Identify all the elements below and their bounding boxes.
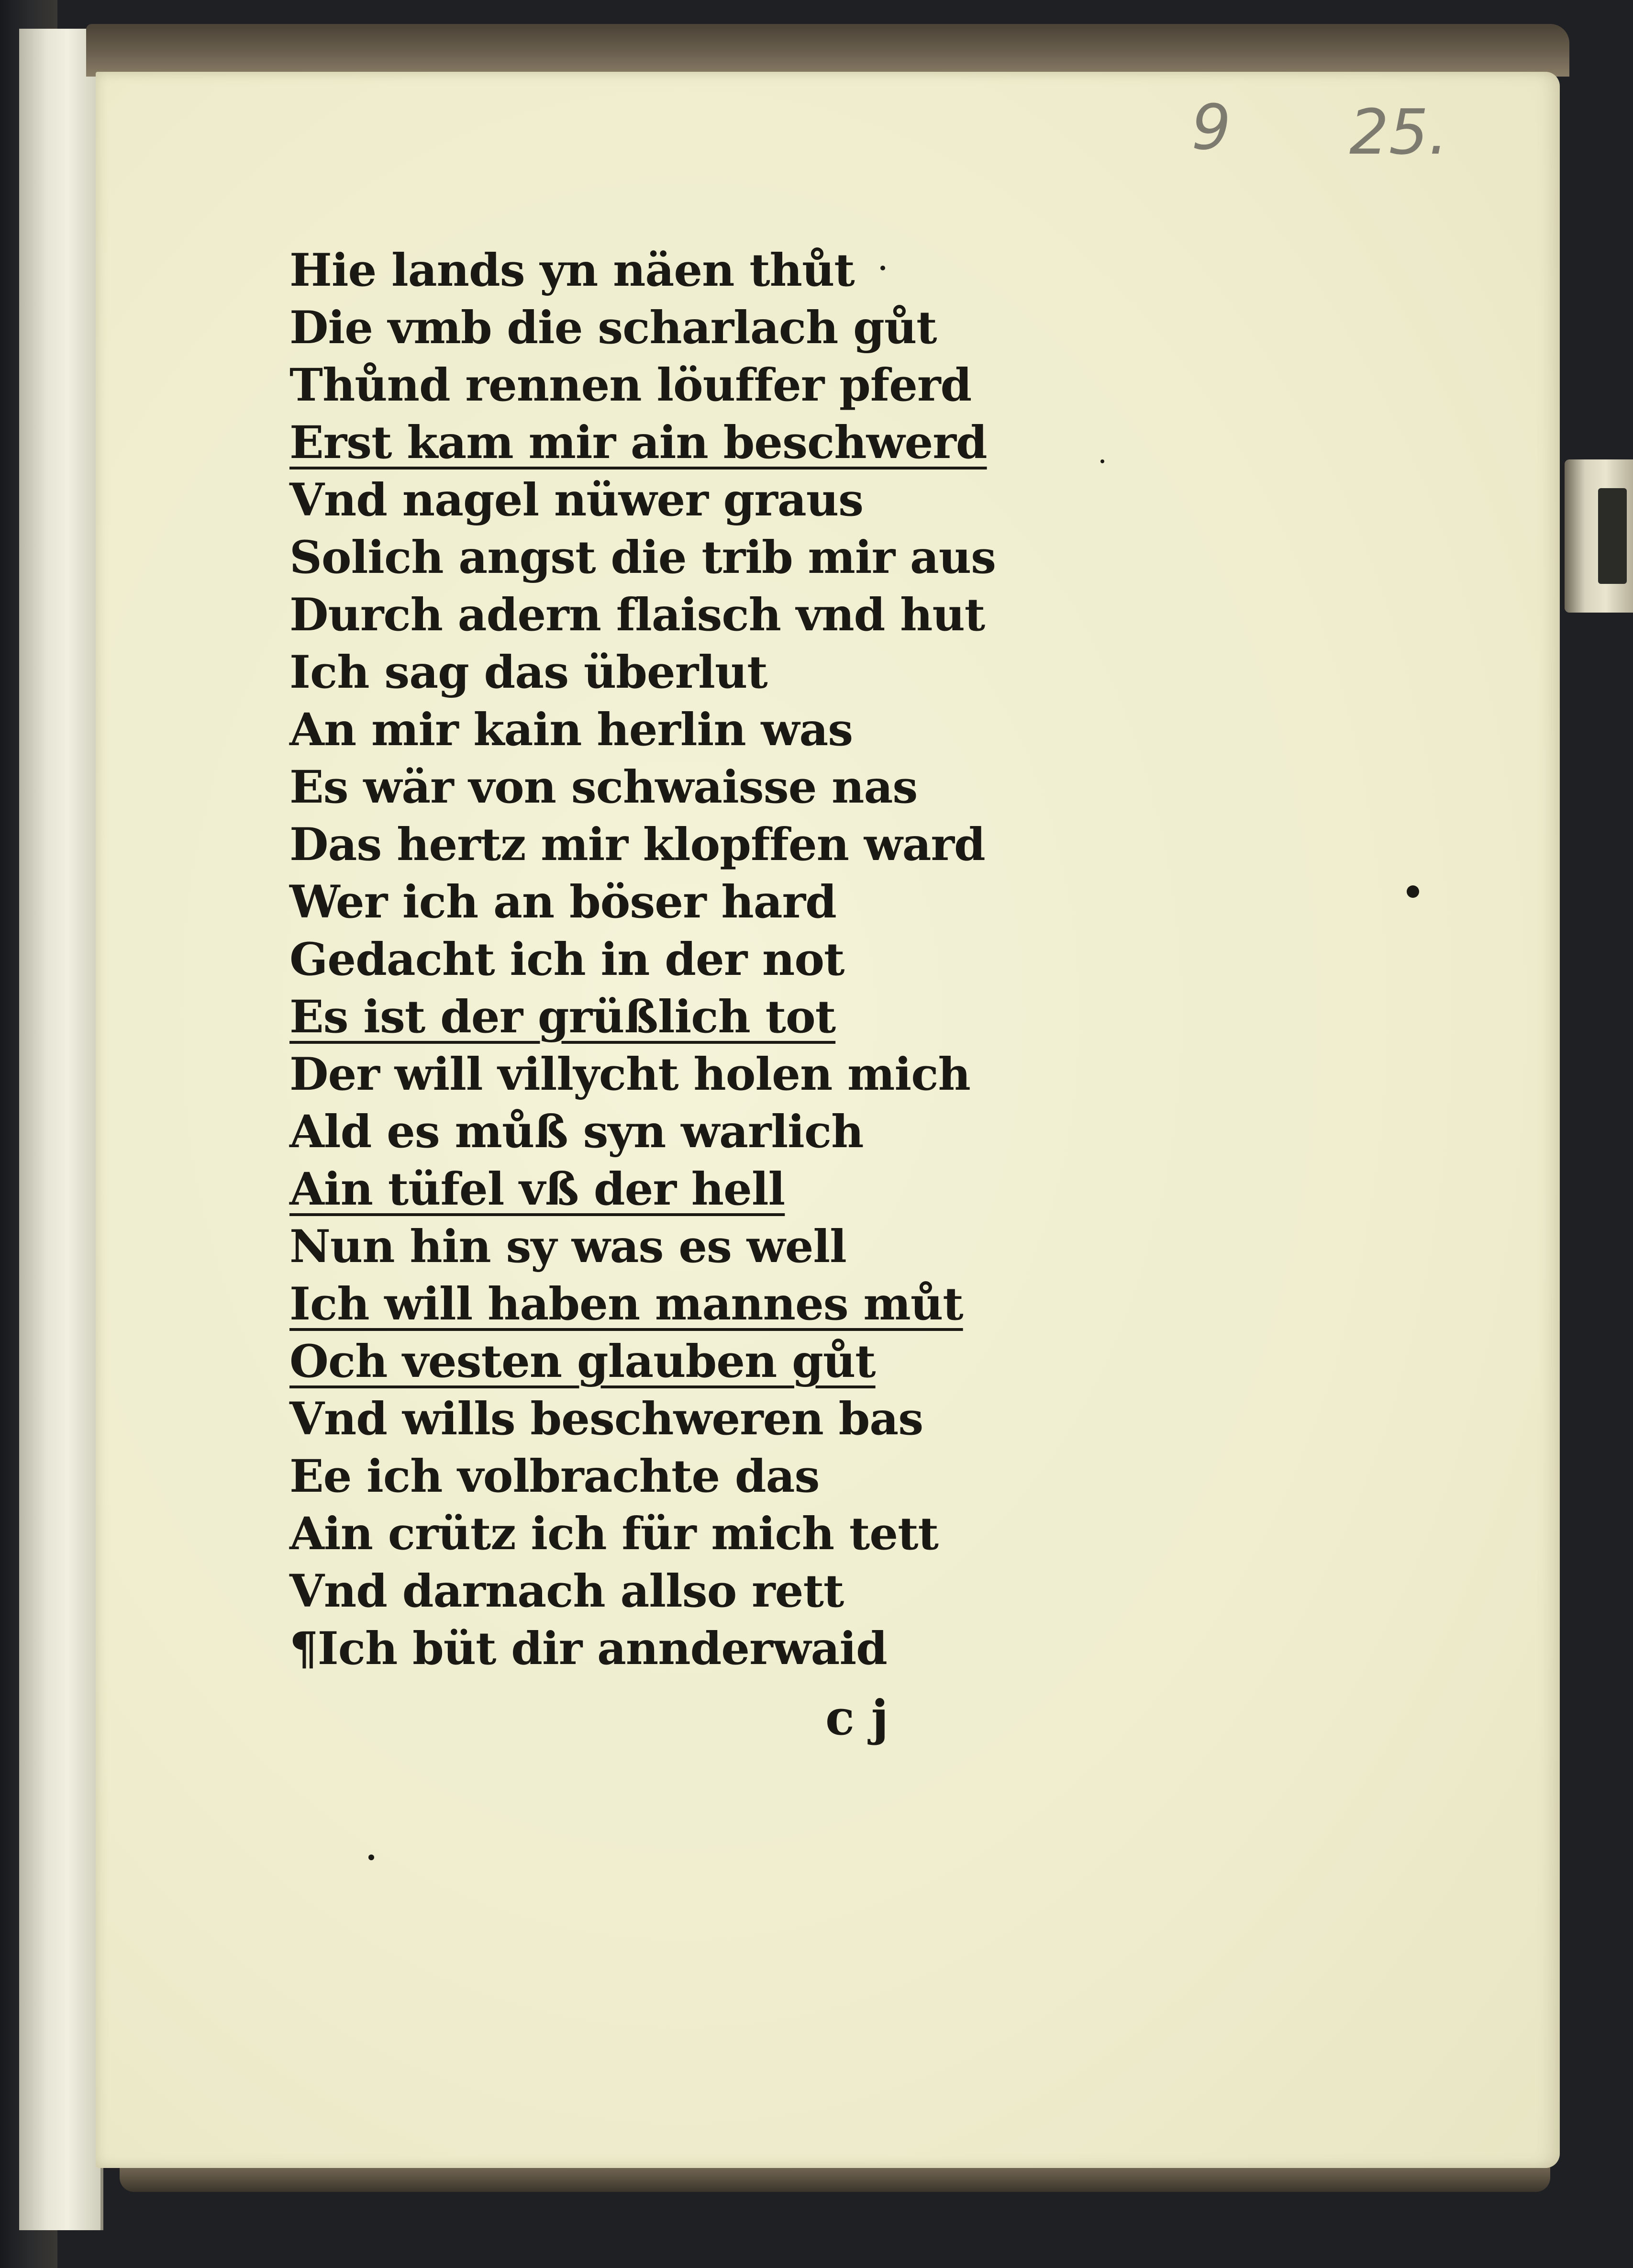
verse-line: Ich sag das überlut	[289, 646, 767, 699]
verse-line: Vnd nagel nüwer graus	[289, 474, 864, 526]
book-cover-top-edge	[86, 24, 1569, 77]
verse-text	[289, 242, 996, 1677]
verse-line: Ee ich volbrachte das	[289, 1450, 820, 1503]
verse-line: Vnd wills beschweren bas	[289, 1393, 923, 1445]
bookmark-tab	[1565, 459, 1633, 613]
verse-line: ¶Ich büt dir annderwaid	[289, 1622, 887, 1675]
ink-speck	[1100, 459, 1104, 463]
verse-line: Nun hin sy was es well	[289, 1220, 846, 1273]
verse-line: Das hertz mir klopffen ward	[289, 818, 985, 871]
verse-line: Hie lands yn näen thůt	[289, 244, 855, 297]
ink-speck	[880, 266, 885, 270]
verse-line: Erst kam mir ain beschwerd	[289, 416, 987, 469]
verse-line: Solich angst die trib mir aus	[289, 531, 996, 584]
verse-line: Och vesten glauben gůt	[289, 1335, 876, 1388]
verse-line: Durch adern flaisch vnd hut	[289, 589, 985, 641]
verse-line: Die vmb die scharlach gůt	[289, 302, 937, 354]
verse-line: Vnd darnach allso rett	[289, 1565, 844, 1618]
folio-note: 9	[1191, 91, 1231, 164]
ink-speck	[1407, 885, 1419, 898]
verse-line: Gedacht ich in der not	[289, 933, 844, 986]
verse-line: Ain tüfel vß der hell	[289, 1163, 785, 1216]
page-number-note: 25.	[1349, 96, 1448, 168]
verse-line: Wer ich an böser hard	[289, 876, 836, 928]
verse-line: Es wär von schwaisse nas	[289, 761, 918, 814]
verse-line: Der will villycht holen mich	[289, 1048, 970, 1101]
signature-mark: c j	[825, 1689, 889, 1746]
verse-line: Es ist der grüßlich tot	[289, 991, 836, 1043]
verse-line: Thůnd rennen löuffer pferd	[289, 359, 972, 412]
ink-speck	[368, 1855, 374, 1860]
left-page-edge	[19, 29, 103, 2230]
verse-line: Ald es můß syn warlich	[289, 1106, 864, 1158]
verse-line: Ain crütz ich für mich tett	[289, 1508, 938, 1560]
verse-line: Ich will haben mannes můt	[289, 1278, 963, 1330]
verse-line: An mir kain herlin was	[289, 704, 853, 756]
